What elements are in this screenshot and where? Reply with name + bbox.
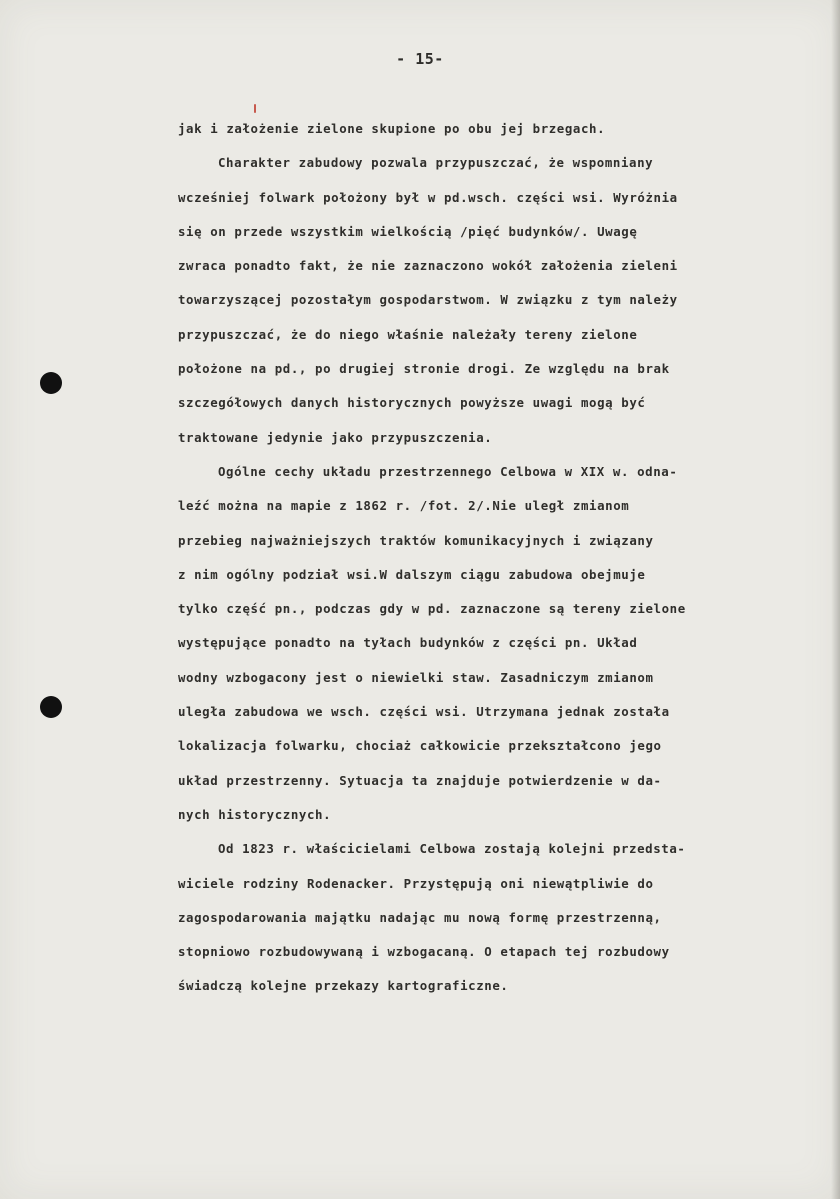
page-number: - 15-	[396, 50, 444, 68]
text-line: wcześniej folwark położony był w pd.wsch. części wsi. Wyróżnia	[178, 189, 678, 205]
text-line: jak i założenie zielone skupione po obu jej brzegach.	[178, 121, 606, 136]
punch-hole-bottom	[40, 696, 62, 718]
text-line: tylko część pn., podczas gdy w pd. zaznaczone są tereny zielone	[178, 601, 686, 617]
text-line: świadczą kolejne przekazy kartograficzne.	[178, 978, 509, 994]
text-line: lokalizacja folwarku, chociaż całkowicie przekształcono jego	[178, 738, 662, 754]
text-line: z nim ogólny podział wsi.W dalszym ciągu zabudowa obejmuje	[178, 566, 646, 582]
text-line: nych historycznych.	[178, 806, 332, 822]
text-line: zwraca ponadto fakt, że nie zaznaczono wokół założenia zieleni	[178, 258, 678, 274]
paragraph-start-line: Od 1823 r. właścicielami Celbowa zostają kolejni przedsta-	[218, 841, 686, 857]
text-line: zagospodarowania majątku nadając mu nową formę przestrzenną,	[178, 909, 662, 925]
paragraph-start-line: Ogólne cechy układu przestrzennego Celbowa w XIX w. odna-	[218, 463, 678, 479]
punch-hole-top	[40, 372, 62, 394]
text-line: uległa zabudowa we wsch. części wsi. Utrzymana jednak została	[178, 704, 670, 720]
text-line: układ przestrzenny. Sytuacja ta znajduje potwierdzenie w da-	[178, 772, 662, 788]
page-edge-shadow	[831, 0, 840, 1199]
text-line: przebieg najważniejszych traktów komunikacyjnych i związany	[178, 532, 654, 548]
text-line: traktowane jedynie jako przypuszczenia.	[178, 429, 493, 445]
text-line: położone na pd., po drugiej stronie drogi. Ze względu na brak	[178, 361, 670, 377]
text-line: występujące ponadto na tyłach budynków z części pn. Układ	[178, 635, 638, 651]
text-line: wodny wzbogacony jest o niewielki staw. Zasadniczym zmianom	[178, 669, 654, 685]
red-ink-mark	[254, 104, 256, 113]
text-line: towarzyszącej pozostałym gospodarstwom. W związku z tym należy	[178, 292, 678, 308]
paragraph-start-line: Charakter zabudowy pozwala przypuszczać, że wspomniany	[218, 155, 654, 171]
text-line: leźć można na mapie z 1862 r. /fot. 2/.Nie uległ zmianom	[178, 498, 630, 514]
body-text	[178, 118, 828, 1010]
text-line: się on przede wszystkim wielkością /pięć budynków/. Uwagę	[178, 223, 638, 239]
text-line: przypuszczać, że do niego właśnie należały tereny zielone	[178, 326, 638, 342]
text-line: wiciele rodziny Rodenacker. Przystępują oni niewątpliwie do	[178, 875, 654, 891]
text-line: szczegółowych danych historycznych powyższe uwagi mogą być	[178, 395, 646, 411]
text-line: stopniowo rozbudowywaną i wzbogacaną. O etapach tej rozbudowy	[178, 944, 670, 960]
